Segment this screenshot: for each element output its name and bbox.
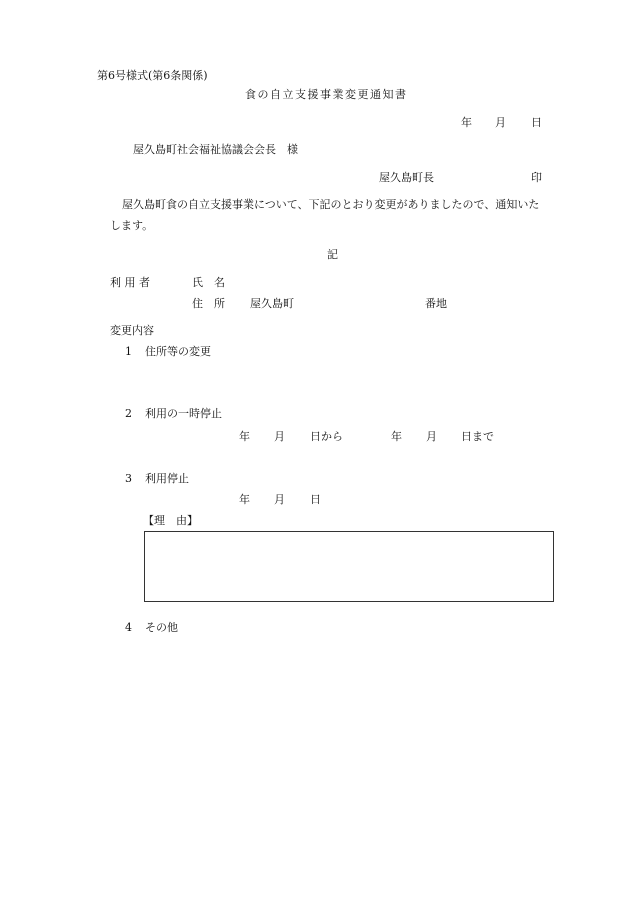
to-month: 月	[426, 430, 437, 443]
stop-year: 年	[239, 493, 250, 506]
from-day: 日から	[310, 430, 343, 443]
body-line-2: します。	[110, 219, 154, 232]
name-label: 氏 名	[192, 276, 225, 289]
banchi-label: 番地	[425, 297, 447, 310]
seal-mark: 印	[531, 171, 542, 184]
to-day: 日まで	[461, 430, 494, 443]
reason-label: 【理 由】	[143, 514, 198, 527]
item-label: その他	[145, 621, 178, 634]
stop-day: 日	[310, 493, 321, 506]
from-year: 年	[239, 430, 250, 443]
item-number: 2	[125, 407, 132, 420]
reason-box	[144, 531, 554, 602]
item-label: 利用停止	[145, 472, 189, 485]
to-year: 年	[391, 430, 402, 443]
form-number: 第6号様式(第6条関係)	[97, 69, 208, 82]
item-label: 住所等の変更	[145, 345, 211, 358]
stop-month: 月	[274, 493, 285, 506]
date-year: 年	[461, 116, 472, 129]
item-number: 3	[125, 472, 132, 485]
address-label: 住 所	[192, 297, 225, 310]
address-prefix: 屋久島町	[250, 297, 294, 310]
date-day: 日	[531, 116, 542, 129]
sender-name: 屋久島町長	[379, 171, 434, 184]
from-month: 月	[274, 430, 285, 443]
item-label: 利用の一時停止	[145, 407, 222, 420]
document-title: 食の自立支援事業変更通知書	[245, 88, 408, 101]
item-number: 1	[125, 345, 132, 358]
date-month: 月	[495, 116, 506, 129]
item-number: 4	[125, 621, 132, 634]
addressee: 屋久島町社会福祉協議会会長 様	[133, 143, 298, 156]
changes-heading: 変更内容	[110, 324, 154, 337]
ki-heading: 記	[327, 248, 338, 261]
body-line-1: 屋久島町食の自立支援事業について、下記のとおり変更がありましたので、通知いた	[122, 198, 540, 211]
user-label: 利 用 者	[110, 276, 150, 289]
